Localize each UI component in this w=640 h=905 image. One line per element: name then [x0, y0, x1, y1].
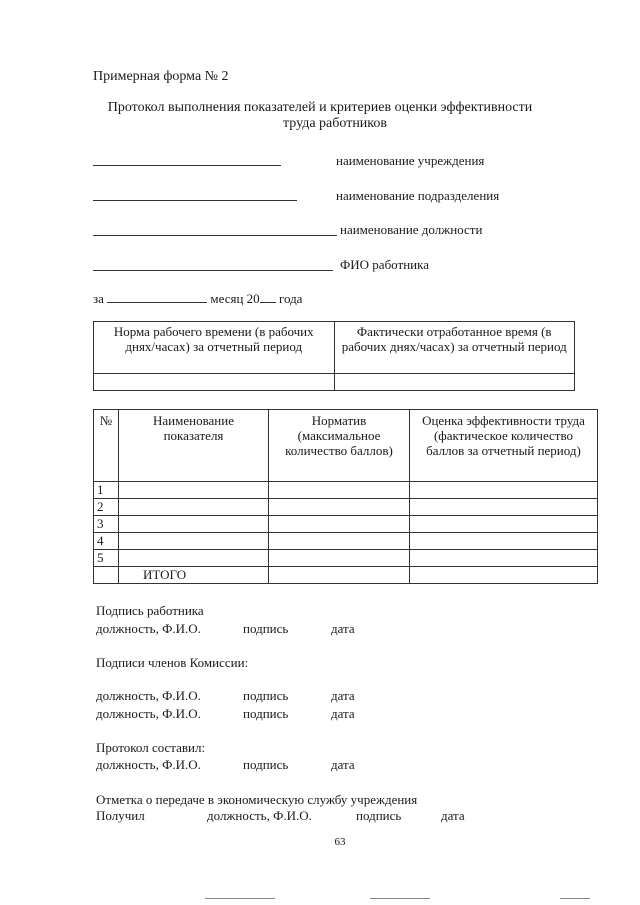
position-label: наименование должности: [340, 222, 483, 237]
work-time-norm-cell[interactable]: [94, 374, 335, 391]
transfer-note: Отметка о передаче в экономическую службу учреждения: [96, 792, 418, 807]
row-number: 4: [94, 533, 119, 550]
row-norm-cell[interactable]: [269, 499, 410, 516]
work-time-actual-cell[interactable]: [334, 374, 575, 391]
table-row: [94, 550, 598, 567]
received-date: дата: [441, 808, 465, 823]
compiled-position: должность, Ф.И.О.: [96, 757, 201, 772]
scan-artifact-line: [370, 898, 430, 899]
commission-position-2: должность, Ф.И.О.: [96, 706, 201, 721]
institution-blank[interactable]: [93, 165, 281, 166]
table-row: [94, 499, 598, 516]
employee-name-blank[interactable]: [93, 270, 333, 271]
department-label: наименование подразделения: [336, 188, 500, 203]
compiled-date: дата: [331, 757, 355, 772]
compiled-signature: подпись: [243, 757, 289, 772]
total-label: ИТОГО: [119, 567, 269, 584]
title-line-2: труда работников: [282, 116, 387, 131]
received-position: должность, Ф.И.О.: [207, 808, 312, 823]
total-norm-cell[interactable]: [269, 567, 410, 584]
col-norm-header: Норматив (максимальное количество баллов): [269, 410, 410, 482]
page-number: 63: [334, 836, 346, 848]
row-name-cell[interactable]: [119, 499, 269, 516]
table-row: [94, 516, 598, 533]
commission-position-1: должность, Ф.И.О.: [96, 688, 201, 703]
employee-name-label: ФИО работника: [340, 257, 429, 272]
scan-artifact-line: [205, 898, 275, 899]
col-score-header: Оценка эффективности труда (фактическое количество баллов за отчетный период): [410, 410, 598, 482]
row-score-cell[interactable]: [410, 516, 598, 533]
commission-date-1: дата: [331, 688, 355, 703]
indicators-table: [93, 409, 598, 584]
position-blank[interactable]: [93, 235, 337, 236]
work-time-norm-header: Норма рабочего времени (в рабочих днях/часах) за отчетный период: [94, 322, 335, 374]
compiled-title: Протокол составил:: [96, 740, 206, 755]
received-signature: подпись: [356, 808, 402, 823]
row-norm-cell[interactable]: [269, 482, 410, 499]
row-score-cell[interactable]: [410, 499, 598, 516]
commission-signature-1: подпись: [243, 688, 289, 703]
table-row: [94, 482, 598, 499]
col-name-header: Наименование показателя: [119, 410, 269, 482]
department-blank[interactable]: [93, 200, 297, 201]
table-total-row: [94, 567, 598, 584]
row-name-cell[interactable]: [119, 550, 269, 567]
row-name-cell[interactable]: [119, 533, 269, 550]
period-line: [93, 290, 302, 307]
period-month-label: месяц 20: [210, 291, 260, 306]
form-label: Примерная форма № 2: [93, 69, 229, 84]
table-row: [94, 533, 598, 550]
row-norm-cell[interactable]: [269, 533, 410, 550]
row-number: 2: [94, 499, 119, 516]
employee-signature-title: Подпись работника: [96, 603, 204, 618]
period-prefix: за: [93, 291, 104, 306]
work-time-actual-header: Фактически отработанное время (в рабочих днях/часах) за отчетный период: [334, 322, 575, 374]
row-score-cell[interactable]: [410, 482, 598, 499]
employee-date: дата: [331, 621, 355, 636]
commission-date-2: дата: [331, 706, 355, 721]
col-num-header: №: [94, 410, 119, 482]
row-number: 5: [94, 550, 119, 567]
received-label: Получил: [96, 808, 145, 823]
row-number: 1: [94, 482, 119, 499]
row-norm-cell[interactable]: [269, 550, 410, 567]
employee-signature: подпись: [243, 621, 289, 636]
row-name-cell[interactable]: [119, 516, 269, 533]
period-month-blank[interactable]: [107, 290, 207, 303]
row-number: 3: [94, 516, 119, 533]
institution-label: наименование учреждения: [336, 153, 485, 168]
total-score-cell[interactable]: [410, 567, 598, 584]
row-norm-cell[interactable]: [269, 516, 410, 533]
commission-title: Подписи членов Комиссии:: [96, 655, 249, 670]
title-line-1: Протокол выполнения показателей и критериев оценки эффективности: [107, 100, 533, 115]
period-year-blank[interactable]: [260, 290, 276, 303]
employee-position: должность, Ф.И.О.: [96, 621, 201, 636]
work-time-table: [93, 321, 575, 391]
period-year-label: года: [278, 291, 303, 306]
scan-artifact-line: [560, 898, 590, 899]
row-name-cell[interactable]: [119, 482, 269, 499]
row-score-cell[interactable]: [410, 550, 598, 567]
commission-signature-2: подпись: [243, 706, 289, 721]
row-score-cell[interactable]: [410, 533, 598, 550]
total-num-cell: [94, 567, 119, 584]
